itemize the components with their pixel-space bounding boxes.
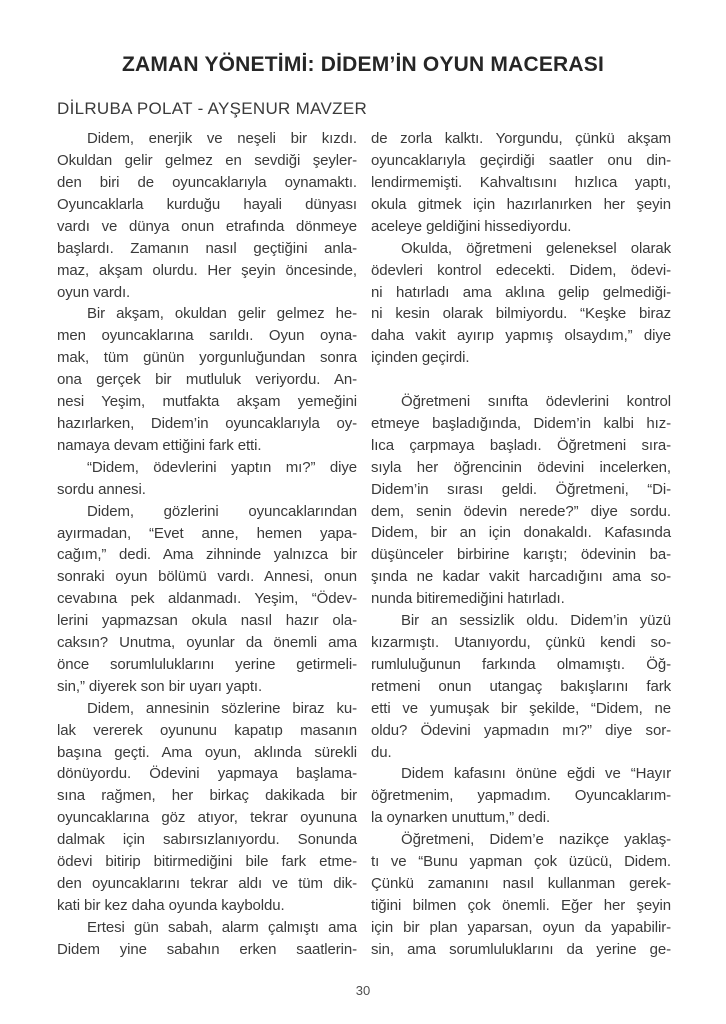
text-line: Öğretmeni, Didem’e nazikçe yaklaş-: [401, 831, 671, 849]
text-columns: [57, 128, 671, 960]
text-line: Bir an sessizlik oldu. Didem’in yüzü: [401, 612, 671, 630]
text-line: cevabına pek aldanmadı. Yeşim, “Ödev-: [57, 590, 357, 608]
text-line: etmeye başladığında, Didem’in kalbi hız-: [371, 414, 671, 432]
text-line: retmeni onun utangaç bakışlarını fark: [371, 677, 671, 695]
text-line: kızarmıştı. Utanıyordu, çünkü kendi so-: [371, 634, 671, 652]
text-line: lak vererek oyununu kapatıp masanın: [57, 721, 357, 739]
text-line: oyuncaklarına göz atıyor, tekrar oyununa: [57, 809, 357, 827]
text-line: Oyuncaklarla kurduğu hayali dünyası: [57, 195, 357, 213]
text-line: sin,” diyerek son bir uyarı yaptı.: [57, 677, 263, 695]
text-line: öğretmenim, yapmadım. Oyuncaklarım-: [371, 787, 671, 805]
text-line: “Didem, ödevlerini yaptın mı?” diye: [87, 458, 357, 476]
text-line: Didem’in sırası geldi. Öğretmeni, “Di-: [371, 480, 671, 498]
page-number: 30: [355, 983, 371, 998]
text-line: düşünceler birbirine karıştı; ödevinin ba-: [371, 546, 671, 564]
text-line: kati bir kez daha oyunda kayboldu.: [57, 896, 285, 914]
text-line: Didem kafasını önüne eğdi ve “Hayır: [401, 765, 671, 783]
text-line: başına geçti. Ama oyun, aklında sürekli: [57, 743, 357, 761]
text-line: du.: [371, 743, 392, 761]
text-line: Didem, annesinin sözlerine biraz ku-: [87, 699, 357, 717]
text-line: men oyuncaklarına sarıldı. Oyun oyna-: [57, 327, 357, 345]
text-line: önce sorumluluklarını yerine getirmeli-: [57, 655, 357, 673]
text-line: ödevleri kontrol edecekti. Didem, ödevi-: [371, 261, 671, 279]
text-line: için bir plan yaparsan, oyun da yapabilir-: [371, 918, 671, 936]
text-line: başlardı. Zamanın nasıl geçtiğini anla-: [57, 239, 357, 257]
text-line: maz, akşam olurdu. Her şeyin öncesinde,: [57, 261, 357, 279]
text-line: Okulda, öğretmeni geleneksel olarak: [401, 239, 671, 257]
text-line: lerini yapmazsan okula nasıl hazır ola-: [57, 612, 357, 630]
text-line: içinden geçirdi.: [371, 349, 470, 367]
text-line: Didem, enerjik ve neşeli bir kızdı.: [87, 130, 357, 148]
text-line: de zorla kalktı. Yorgundu, çünkü akşam: [371, 130, 671, 148]
text-line: la oynarken unuttum,” dedi.: [371, 809, 551, 827]
text-line: sordu annesi.: [57, 480, 146, 498]
text-line: ödevi bitirip bitirmediğini bile fark etme-: [57, 853, 357, 871]
text-line: hazırlarken, Didem’in oyuncaklarıyla oy-: [57, 414, 357, 432]
text-line: oldu? Ödevini yapmadın mı?” diye sor-: [371, 721, 671, 739]
text-line: etti ve yumuşak bir şekilde, “Didem, ne: [371, 699, 671, 717]
text-line: den oyuncaklarını tekrar aldı ve tüm dik-: [57, 875, 357, 892]
left-column: [57, 128, 357, 960]
text-line: mak, tüm günün yorgunluğundan sonra: [57, 349, 357, 367]
text-line: Okuldan gelir gelmez en sevdiği şeyler-: [57, 152, 357, 170]
text-line: Didem, bir an için donakaldı. Kafasında: [371, 524, 671, 542]
text-line: aceleye geldiğini hissediyordu.: [371, 217, 572, 235]
text-line: sin, ama sorumluluklarını da yerine ge-: [371, 940, 671, 958]
text-line: nunda bitiremediğini hatırladı.: [371, 590, 565, 608]
text-line: tiğini bilmen çok önemli. Eğer her şeyin: [371, 896, 671, 914]
text-line: nesi Yeşim, mutfakta akşam yemeğini: [57, 393, 357, 411]
text-line: Didem, gözlerini oyuncaklarından: [87, 502, 357, 520]
text-line: Çünkü zamanını nasıl kullanman gerek-: [371, 874, 671, 892]
text-line: ni hatırladı ama aklına gelip gelmediği-: [371, 283, 671, 301]
text-line: Didem yine sabahın erken saatlerin-: [57, 940, 357, 958]
text-line: okula gitmek için hazırlanırken her şeyin: [371, 195, 671, 213]
text-line: dönüyordu. Ödevini yapmaya başlama-: [57, 765, 357, 783]
byline: DİLRUBA POLAT - AYŞENUR MAVZER: [57, 99, 368, 119]
text-line: sonraki oyun bölümü vardı. Annesi, onun: [57, 568, 357, 586]
text-line: ni kesin olarak bilmiyordu. “Keşke biraz: [371, 305, 671, 323]
text-line: Bir akşam, okuldan gelir gelmez he-: [87, 305, 357, 323]
text-line: caksın? Unutma, oyunlar da önemli ama: [57, 634, 357, 652]
text-line: sıyla her öğrencinin ödevini incelerken,: [371, 458, 671, 476]
right-column: [371, 128, 671, 960]
text-line: oyun vardı.: [57, 283, 131, 301]
text-line: şında ne kadar vakit harcadığını ama so-: [371, 568, 671, 586]
text-line: sına rağmen, her birkaç dakikada bir: [57, 787, 357, 805]
text-line: rumluluğunun farkında olmamıştı. Öğ-: [371, 655, 671, 673]
text-line: Öğretmeni sınıfta ödevlerini kontrol: [401, 393, 671, 411]
text-line: dalmak için sabırsızlanıyordu. Sonunda: [57, 831, 357, 849]
text-line: lendirmemişti. Kahvaltısını hızlıca yaptı,: [371, 174, 671, 191]
text-line: Ertesi gün sabah, alarm çalmıştı ama: [87, 918, 357, 936]
text-line: ona gerçek bir mutluluk veriyordu. An-: [57, 371, 357, 389]
text-line: tı ve “Bunu yapman çok üzücü, Didem.: [371, 853, 671, 871]
text-line: ayırmadan, “Evet anne, hemen yapa-: [57, 524, 357, 542]
text-line: lıca çarpmaya başladı. Öğretmeni sıra-: [371, 436, 671, 454]
text-line: oyuncaklarıyla geçirdiği saatler onu din-: [371, 152, 671, 170]
text-line: cağım,” dedi. Ama zihninde yalnızca bir: [57, 546, 357, 564]
text-line: daha vakit ayırıp yapmış olsaydım,” diye: [371, 327, 671, 345]
text-line: namaya devam ettiğini fark etti.: [57, 436, 262, 454]
text-line: vardı ve dünya onun etrafında dönmeye: [57, 217, 357, 235]
page-title: ZAMAN YÖNETİMİ: DİDEM’İN OYUN MACERASI: [121, 53, 605, 76]
text-line: den biri de oyuncaklarıyla oynamaktı.: [57, 174, 357, 191]
text-line: dem, senin ödevin nerede?” diye sordu.: [371, 502, 671, 520]
